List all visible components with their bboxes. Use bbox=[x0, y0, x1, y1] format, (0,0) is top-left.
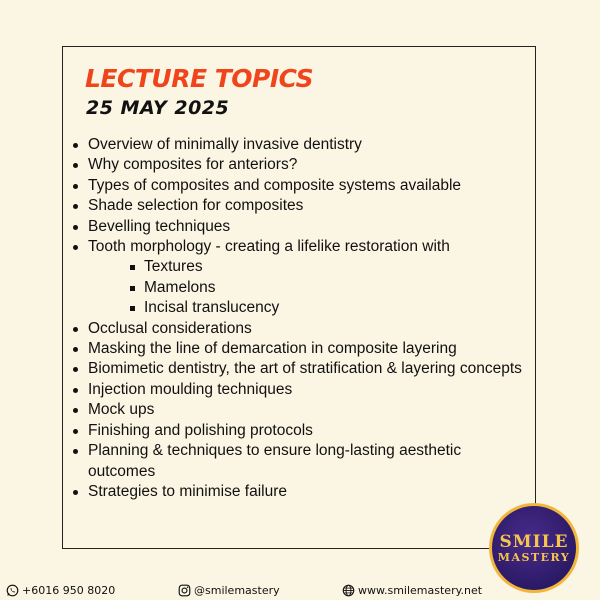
list-item: Masking the line of demarcation in composite layering bbox=[68, 339, 530, 359]
footer-website bbox=[342, 582, 482, 598]
globe-icon bbox=[342, 584, 355, 597]
instagram-handle[interactable]: @smilemastery bbox=[194, 583, 280, 597]
smile-mastery-logo bbox=[489, 503, 579, 593]
list-item: Mock ups bbox=[68, 400, 530, 420]
list-item: Biomimetic dentistry, the art of stratification & layering concepts bbox=[68, 359, 530, 379]
footer-instagram bbox=[178, 582, 280, 598]
list-item: Bevelling techniques bbox=[68, 217, 530, 237]
list-item: Shade selection for composites bbox=[68, 196, 530, 216]
website-link[interactable]: www.smilemastery.net bbox=[358, 583, 483, 597]
topics-list bbox=[68, 135, 530, 502]
phone-number[interactable]: +6016 950 8020 bbox=[22, 583, 116, 597]
footer-phone bbox=[6, 582, 115, 598]
page-title: LECTURE TOPICS bbox=[85, 64, 314, 93]
sub-list-item: Mamelons bbox=[88, 278, 530, 298]
instagram-icon bbox=[178, 584, 191, 597]
sub-list-item: Incisal translucency bbox=[88, 298, 530, 318]
list-item: Planning & techniques to ensure long-lasting aesthetic outcomes bbox=[68, 441, 530, 482]
list-item: Overview of minimally invasive dentistry bbox=[68, 135, 530, 155]
list-item: Occlusal considerations bbox=[68, 319, 530, 339]
list-item: Types of composites and composite systems available bbox=[68, 176, 530, 196]
list-item-text: Tooth morphology - creating a lifelike restoration with bbox=[88, 238, 450, 256]
sub-list-item: Textures bbox=[88, 257, 530, 277]
logo-line1: SMILE bbox=[499, 531, 569, 552]
lecture-date: 25 MAY 2025 bbox=[86, 97, 230, 119]
list-item: Finishing and polishing protocols bbox=[68, 421, 530, 441]
whatsapp-icon bbox=[6, 584, 19, 597]
list-item: Injection moulding techniques bbox=[68, 380, 530, 400]
sub-list bbox=[88, 257, 530, 318]
list-item bbox=[68, 237, 530, 319]
logo-line2: MASTERY bbox=[497, 550, 571, 564]
list-item: Strategies to minimise failure bbox=[68, 482, 530, 502]
list-item: Why composites for anteriors? bbox=[68, 155, 530, 175]
